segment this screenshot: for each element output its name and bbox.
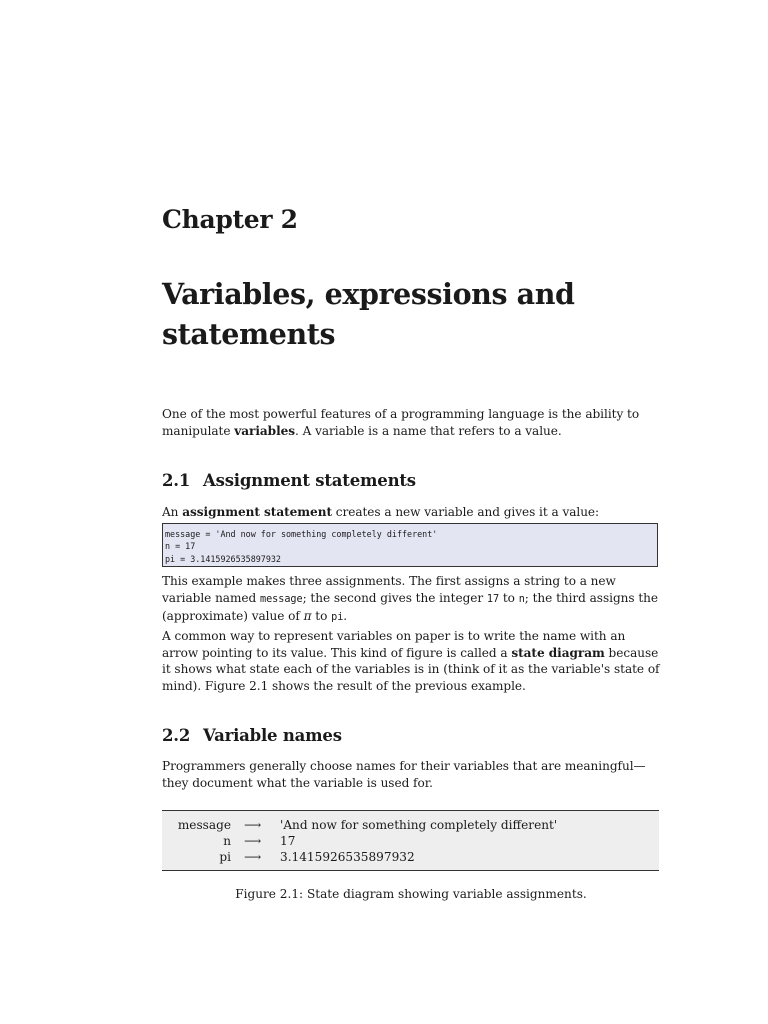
- lead-text-1: An: [162, 505, 183, 519]
- text-run: because it shows what state each of the variables is in (think of it as the variable's state of mind). Figure 2.1 shows the result of the previous example.: [162, 645, 660, 693]
- text-run: ; the second gives the integer: [302, 590, 487, 605]
- lead-bold-term: assignment statement: [182, 505, 332, 519]
- lead-text-2: creates a new variable and gives it a value:: [331, 505, 600, 519]
- assignment-explanation-paragraph: [162, 573, 660, 627]
- text-run: A common way to represent variables on paper is to write the name with an arrow pointing to its value. This kind of figure is called a: [162, 629, 626, 660]
- intro-text-1: One of the most powerful features of a programming language is the ability to manipulate: [162, 407, 640, 438]
- arrow-icon: ⟶: [244, 834, 262, 848]
- code-line: pi = 3.1415926535897932: [165, 553, 281, 564]
- chapter-label: Chapter 2: [162, 205, 298, 234]
- text-run: .: [343, 609, 348, 624]
- section-heading-2-1: [162, 471, 416, 490]
- intro-text-2: . A variable is a name that refers to a value.: [295, 423, 562, 438]
- figure-caption: Figure 2.1: State diagram showing variable assignments.: [235, 887, 587, 901]
- state-diagram-paragraph: [162, 628, 660, 694]
- code-line: message = 'And now for something completely different': [165, 529, 438, 539]
- arrow-icon: ⟶: [244, 818, 262, 832]
- variable-value: 3.1415926535897932: [280, 850, 415, 864]
- state-diagram-figure: [162, 810, 659, 871]
- section-heading-2-2: [162, 726, 342, 745]
- bold-term: state diagram: [511, 645, 605, 660]
- intro-paragraph: [162, 406, 660, 439]
- pi-symbol: π: [303, 609, 312, 624]
- variable-name: pi: [219, 850, 231, 864]
- code-listing: [162, 523, 658, 567]
- inline-code: pi: [331, 612, 344, 624]
- section-title: Assignment statements: [203, 471, 416, 490]
- variable-value: 'And now for something completely different': [280, 818, 558, 832]
- diagram-row: [162, 817, 659, 833]
- section-number: 2.2: [162, 726, 191, 745]
- inline-code: 17: [486, 593, 500, 605]
- variable-name: message: [177, 818, 231, 832]
- inline-code: message: [259, 593, 303, 605]
- chapter-title: Variables, expressions and statements: [162, 277, 575, 351]
- text-run: ; the third assigns the (approximate) value of: [162, 590, 658, 624]
- text-run: to: [311, 609, 332, 624]
- text-run: This example makes three assignments. The first assigns a string to a new variable named: [162, 574, 616, 605]
- section-title: Variable names: [203, 726, 342, 745]
- code-line: n = 17: [165, 541, 196, 552]
- variable-value: 17: [280, 834, 296, 848]
- diagram-row: [162, 849, 659, 865]
- arrow-icon: ⟶: [244, 850, 262, 864]
- text-run: to: [499, 590, 519, 605]
- variable-names-paragraph: Programmers generally choose names for their variables that are meaningful—they document what the variable is used for.: [162, 759, 646, 790]
- intro-bold-term: variables: [234, 423, 296, 438]
- assignment-lead-paragraph: [162, 504, 660, 521]
- inline-code: n: [518, 593, 525, 605]
- variable-name: n: [223, 834, 231, 848]
- section-number: 2.1: [162, 471, 191, 490]
- diagram-row: [162, 833, 659, 849]
